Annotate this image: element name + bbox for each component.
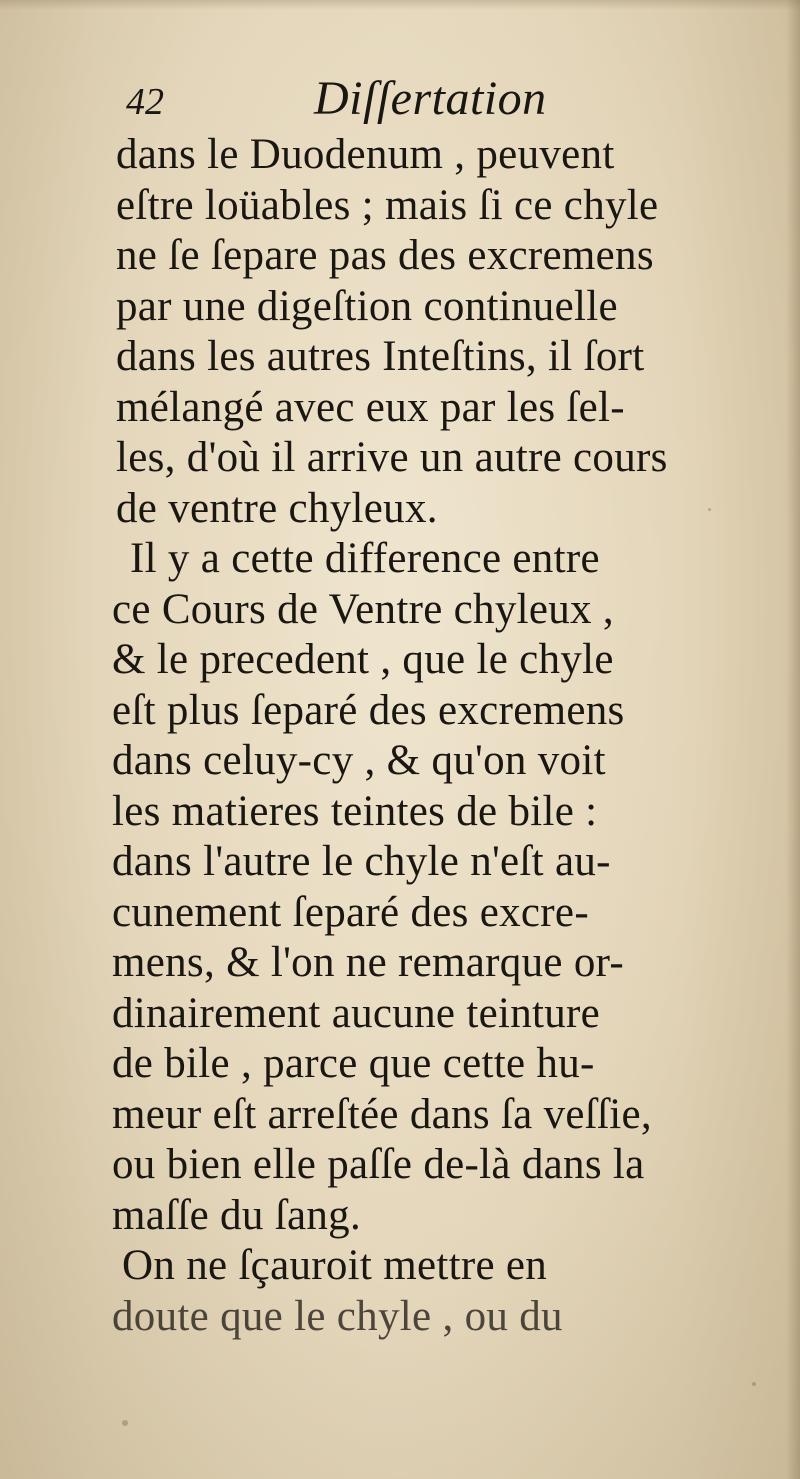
paper-spot (708, 508, 711, 511)
paragraph-start-line: Il y a cette difference entre (130, 535, 600, 582)
text-line: les, d'où il arrive un autre cours (116, 434, 668, 481)
body-text (108, 130, 768, 1342)
text-line: doute que le chyle , ou du (112, 1292, 563, 1340)
text-line: cunement ſeparé des excre- (112, 888, 589, 936)
text-line: dinairement aucune teinture (112, 989, 601, 1037)
running-title: Diſſertation (314, 72, 547, 125)
text-line: eſtre loüables ; mais ſi ce chyle (116, 181, 659, 229)
text-line: mélangé avec eux par les ſel- (116, 383, 625, 431)
text-line: mens, & l'on ne remarque or- (112, 939, 625, 986)
text-line: dans les autres Inteſtins, il ſort (116, 333, 645, 380)
text-line: dans l'autre le chyle n'eſt au- (112, 838, 611, 885)
text-line: de bile , parce que cette hu- (112, 1040, 595, 1087)
page-header (126, 72, 646, 132)
text-line: les matieres teintes de bile : (112, 787, 598, 835)
text-line: & le precedent , que le chyle (112, 636, 614, 683)
page-top-shadow (0, 0, 800, 10)
text-line: ou bien elle paſſe de-là dans la (112, 1141, 645, 1188)
page-number: 42 (126, 81, 164, 123)
paper-spot (752, 1382, 756, 1386)
text-line: meur eſt arreſtée dans ſa veſſie, (112, 1090, 652, 1138)
paper-spot (122, 1420, 128, 1426)
text-line: ne ſe ſepare pas des excremens (116, 232, 654, 279)
text-line: eſt plus ſeparé des excremens (112, 686, 625, 734)
text-line: par une digeſtion continuelle (116, 282, 618, 330)
text-line: de ventre chyleux. (116, 484, 438, 532)
page-gutter-shadow (786, 0, 800, 1479)
text-line: dans le Duodenum , peuvent (116, 131, 615, 178)
paragraph-start-line: On ne ſçauroit mettre en (122, 1242, 548, 1289)
text-line: ce Cours de Ventre chyleux , (112, 585, 614, 633)
text-line: maſſe du ſang. (112, 1191, 361, 1239)
text-line: dans celuy-cy , & qu'on voit (112, 737, 606, 784)
